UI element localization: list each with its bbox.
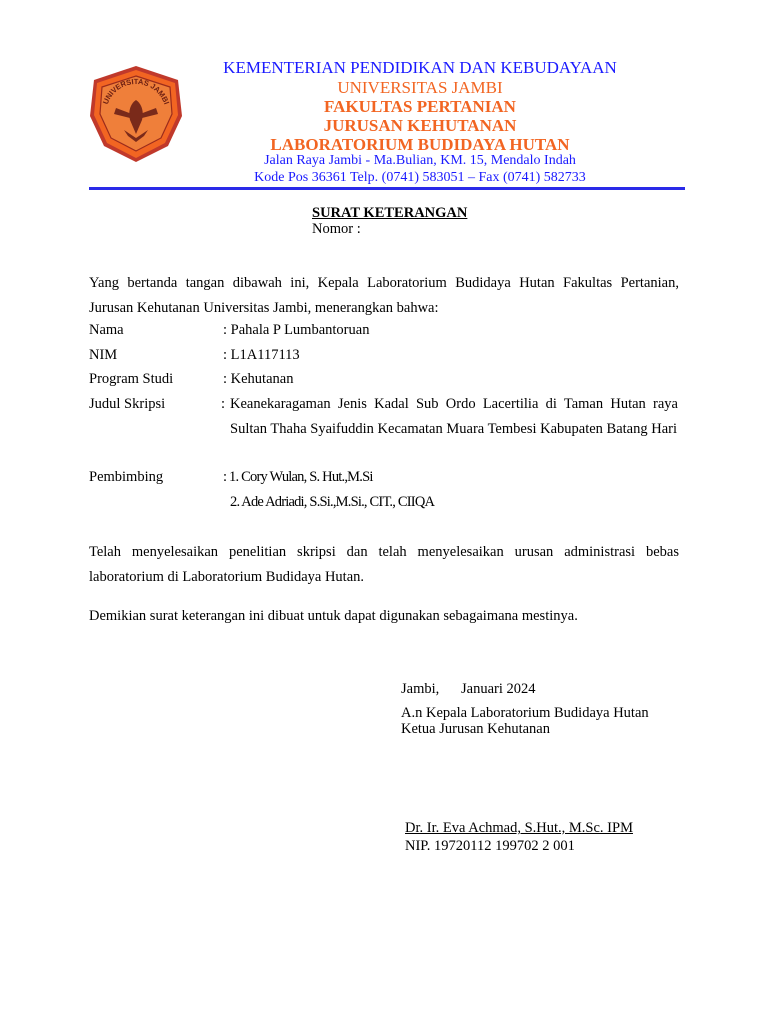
program-value: : Kehutanan [223, 371, 294, 387]
letterhead-divider [89, 187, 685, 190]
program-label: Program Studi [89, 371, 174, 387]
on-behalf-line: A.n Kepala Laboratorium Budidaya Hutan [401, 705, 649, 721]
thesis-value: Keanekaragaman Jenis Kadal Sub Ordo Lacertilia di Taman Hutan raya Sultan Thaha Syaifuddin Kecamatan Muara Tembesi Kabupaten Batang Hari [230, 396, 678, 437]
thesis-label: Judul Skripsi [89, 396, 166, 412]
logo-text: UNIVERSITAS JAMBI [100, 76, 172, 106]
department-name: JURUSAN KEHUTANAN [323, 116, 517, 135]
completion-paragraph: Telah menyelesaikan penelitian skripsi dan telah menyelesaikan urusan administrasi bebas laboratorium di Laboratorium Budidaya Hutan. [89, 544, 679, 585]
nim-label: NIM [89, 347, 118, 363]
signer-name: Dr. Ir. Eva Achmad, S.Hut., M.Sc. IPM [405, 820, 633, 836]
signer-role: Ketua Jurusan Kehutanan [401, 721, 550, 737]
advisor-1: : 1. Cory Wulan, S. Hut.,M.Si [223, 469, 373, 485]
thesis-colon: : [221, 396, 226, 412]
faculty-name: FAKULTAS PERTANIAN [324, 97, 516, 116]
signer-nip: NIP. 19720112 199702 2 001 [405, 838, 575, 854]
name-label: Nama [89, 322, 124, 338]
name-value: : Pahala P Lumbantoruan [223, 322, 370, 338]
closing-paragraph: Demikian surat keterangan ini dibuat untuk dapat digunakan sebagaimana mestinya. [89, 608, 578, 624]
advisor-2: 2. Ade Adriadi, S.Si.,M.Si., CIT., CIIQA [230, 494, 435, 510]
ministry-name: KEMENTERIAN PENDIDIKAN DAN KEBUDAYAAN [223, 58, 617, 77]
letter-number: Nomor : [312, 221, 361, 237]
contact-line: Kode Pos 36361 Telp. (0741) 583051 – Fax (0741) 582733 [254, 170, 586, 185]
nim-value: : L1A117113 [223, 347, 300, 363]
laboratory-name: LABORATORIUM BUDIDAYA HUTAN [270, 135, 570, 154]
letter-title: SURAT KETERANGAN [312, 205, 468, 221]
university-name: UNIVERSITAS JAMBI [337, 78, 503, 97]
address-line: Jalan Raya Jambi - Ma.Bulian, KM. 15, Mendalo Indah [264, 153, 576, 168]
intro-paragraph: Yang bertanda tangan dibawah ini, Kepala Laboratorium Budidaya Hutan Fakultas Pertanian, Jurusan Kehutanan Universitas Jambi, menerangkan bahwa: [89, 275, 679, 316]
advisor-label: Pembimbing [89, 469, 164, 485]
place-date: Jambi, Januari 2024 [401, 681, 536, 697]
